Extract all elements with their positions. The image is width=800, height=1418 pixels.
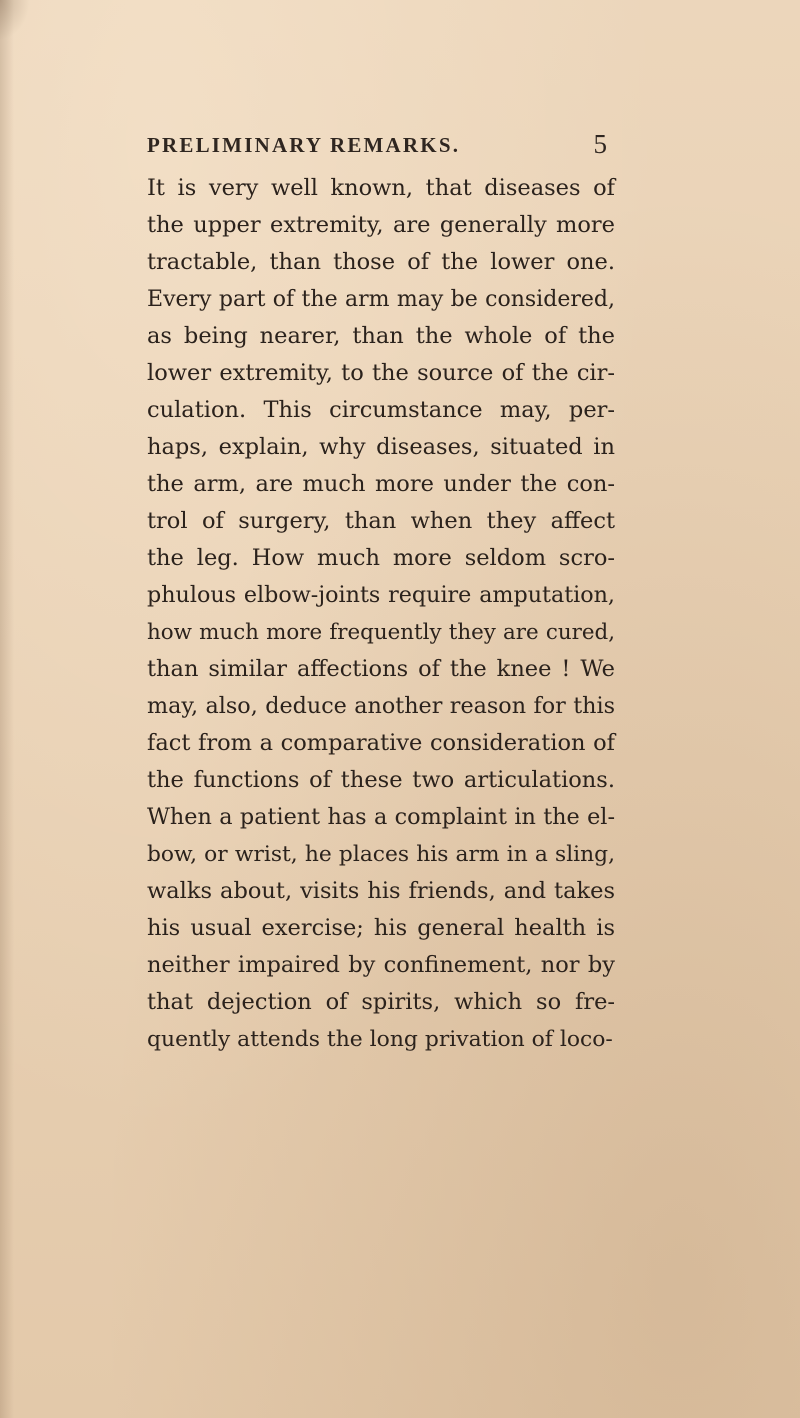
- text-line: as being nearer, than the whole of the: [147, 323, 615, 349]
- text-line: fact from a comparative consideration of: [147, 730, 615, 756]
- text-line: Every part of the arm may be considered,: [147, 287, 615, 312]
- text-line: neither impaired by confinement, nor by: [147, 952, 615, 978]
- text-line: may, also, deduce another reason for this: [147, 693, 615, 719]
- text-line: When a patient has a complaint in the el-: [147, 804, 615, 830]
- body-text: [147, 170, 615, 1058]
- page-edge-shadow: [0, 0, 14, 1418]
- text-line: his usual exercise; his general health is: [147, 915, 615, 941]
- text-line: bow, or wrist, he places his arm in a sling,: [147, 842, 615, 867]
- text-line: trol of surgery, than when they affect: [147, 508, 615, 534]
- text-line: the arm, are much more under the con-: [147, 471, 615, 497]
- text-line: the upper extremity, are generally more: [147, 212, 615, 238]
- running-head-title: PRELIMINARY REMARKS.: [147, 133, 461, 157]
- text-line: tractable, than those of the lower one.: [147, 249, 615, 275]
- text-line: the functions of these two articulations.: [147, 767, 615, 793]
- page-corner-shadow: [0, 0, 30, 40]
- text-line: how much more frequently they are cured,: [147, 620, 615, 645]
- text-line: culation. This circumstance may, per-: [147, 397, 615, 423]
- text-line: haps, explain, why diseases, situated in: [147, 434, 615, 460]
- text-line: It is very well known, that diseases of: [147, 175, 615, 201]
- running-head: [147, 129, 607, 163]
- text-line: that dejection of spirits, which so fre-: [147, 989, 615, 1015]
- text-line: the leg. How much more seldom scro-: [147, 545, 615, 571]
- page-number: 5: [593, 129, 607, 159]
- text-line: than similar affections of the knee ! We: [147, 656, 615, 682]
- text-line: lower extremity, to the source of the cir-: [147, 360, 615, 386]
- text-line: walks about, visits his friends, and takes: [147, 878, 615, 904]
- text-line: quently attends the long privation of loco-: [147, 1027, 613, 1052]
- text-line: phulous elbow-joints require amputation,: [147, 582, 615, 608]
